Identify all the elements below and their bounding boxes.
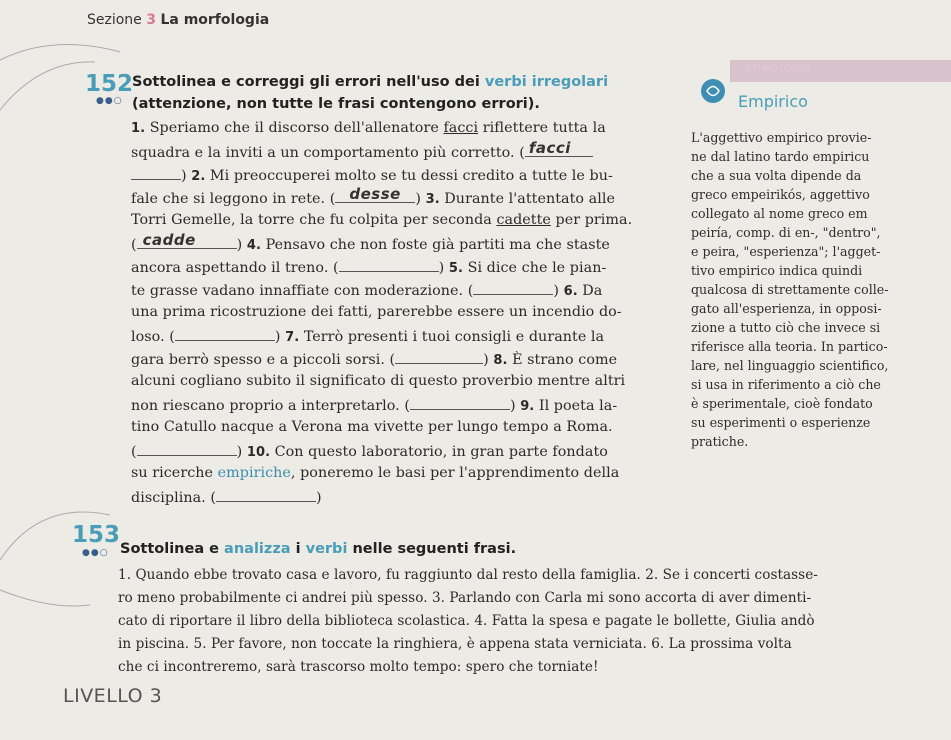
section-title: La morfologia: [160, 12, 270, 28]
section-number: 3: [146, 12, 156, 28]
text: Torri Gemelle, la torre che fu colpita per seconda: [131, 212, 497, 228]
answer-blank-5[interactable]: [473, 281, 553, 295]
ex152-line-16: [131, 465, 619, 481]
etymology-line-3: che a sua volta dipende da: [691, 168, 862, 183]
text: Si dice che le pian-: [463, 260, 607, 276]
etymology-icon: [700, 78, 726, 104]
etymology-line-2: ne dal latino tardo empiricu: [691, 149, 870, 164]
exercise-153-title: [120, 541, 516, 557]
text: ): [181, 168, 192, 184]
etymology-line-15: è sperimentale, cioè fondato: [691, 396, 873, 411]
text: ): [438, 260, 449, 276]
title-highlight: analizza: [224, 541, 291, 557]
item-number: 10.: [246, 445, 271, 460]
text: Mi preoccuperei molto se tu dessi credito a tutte le bu-: [205, 168, 613, 184]
etymology-line-1: L'aggettivo empirico provie-: [691, 130, 872, 145]
text: loso. (: [131, 329, 175, 345]
text: disciplina. (: [131, 490, 216, 506]
ex153-line-2: ro meno probabilmente ci andrei più spesso. 3. Parlando con Carla mi sono accorta di aver dimenti-: [118, 590, 812, 606]
answer-blank-3[interactable]: [137, 231, 237, 249]
etymology-line-13: lare, nel linguaggio scientifico,: [691, 358, 889, 373]
handwritten-answer: desse: [349, 185, 401, 203]
item-number: 4.: [246, 238, 261, 253]
title-highlight: verbi: [305, 541, 348, 557]
section-label: Sezione: [87, 12, 142, 28]
answer-blank-4[interactable]: [339, 258, 439, 272]
underlined-error: cadette: [496, 212, 551, 228]
exercise-153-number: 153: [72, 522, 121, 548]
etymology-line-11: zione a tutto ciò che invece si: [691, 320, 881, 335]
exercise-152-title-line1: [132, 74, 608, 90]
ex152-line-8: [131, 281, 602, 299]
text: ): [236, 237, 247, 253]
text: ): [483, 352, 494, 368]
text: ): [236, 444, 247, 460]
ex152-line-12: alcuni cogliano subito il significato di questo proverbio mentre altri: [131, 373, 626, 389]
exercise-152-number: 152: [85, 71, 134, 97]
title-highlight: verbi irregolari: [484, 74, 609, 90]
text: Da: [577, 283, 603, 299]
etymology-label: ETIMOLOGIA: [745, 64, 812, 74]
item-number: 2.: [191, 169, 206, 184]
exercise-152-title-line2: (attenzione, non tutte le frasi contengono errori).: [132, 96, 540, 112]
etymology-line-16: su esperimenti o esperienze: [691, 415, 871, 430]
text: ): [553, 283, 564, 299]
ex152-line-13: [131, 396, 617, 414]
etymology-line-7: e peira, "esperienza"; l'agget-: [691, 244, 881, 259]
text: ): [509, 398, 521, 414]
handwritten-answer: facci: [528, 139, 571, 157]
text: , poneremo le basi per l'apprendimento della: [290, 465, 620, 481]
text: su ricerche: [131, 465, 218, 481]
text: Il poeta la-: [534, 398, 618, 414]
text: Pensavo che non foste già partiti ma che staste: [260, 237, 610, 253]
text: squadra e la inviti a un comportamento più corretto. (: [131, 145, 525, 161]
ex152-line-2: [131, 139, 593, 161]
text: riflettere tutta la: [478, 120, 606, 136]
etymology-line-5: collegato al nome greco em: [691, 206, 868, 221]
text: ): [415, 191, 426, 207]
underlined-error: facci: [443, 120, 479, 136]
etymology-line-12: riferisce alla teoria. In partico-: [691, 339, 888, 354]
etymology-title: Empirico: [738, 92, 808, 111]
answer-blank-7[interactable]: [395, 350, 483, 364]
etymology-line-10: gato all'esperienza, in opposi-: [691, 301, 882, 316]
ex153-line-4: in piscina. 5. Per favore, non toccate la ringhiera, è appena stata verniciata. 6. La prossima volta: [118, 636, 792, 652]
ex152-line-11: [131, 350, 617, 368]
ex153-line-3: cato di riportare il libro della biblioteca scolastica. 4. Fatta la spesa e pagate le bollette, Giulia andò: [118, 613, 815, 629]
ex153-line-5: che ci incontreremo, sarà trascorso molto tempo: spero che torniate!: [118, 659, 599, 675]
answer-blank-8[interactable]: [410, 396, 510, 410]
etymology-line-17: pratiche.: [691, 434, 749, 449]
item-number: 5.: [448, 261, 463, 276]
text: Terrò presenti i tuoi consigli e durante la: [299, 329, 605, 345]
difficulty-dots: ●●○: [96, 96, 123, 106]
item-number: 3.: [425, 192, 440, 207]
ex153-line-1: 1. Quando ebbe trovato casa e lavoro, fu raggiunto dal resto della famiglia. 2. Se i concerti costasse-: [118, 567, 818, 583]
answer-blank-1[interactable]: [525, 139, 593, 157]
title-text: i: [290, 541, 306, 557]
item-number: 1.: [131, 121, 146, 136]
text: Speriamo che il discorso dell'allenatore: [145, 120, 444, 136]
text: te grasse vadano innaffiate con moderazione. (: [131, 283, 474, 299]
text: (: [131, 237, 137, 253]
etymology-line-8: tivo empirico indica quindi: [691, 263, 863, 278]
answer-blank-1-end[interactable]: [131, 166, 181, 180]
level-heading: LIVELLO 3: [63, 685, 163, 707]
answer-blank-9[interactable]: [137, 442, 237, 456]
text: È strano come: [507, 352, 618, 368]
ex152-line-1: [131, 120, 606, 136]
answer-blank-6[interactable]: [175, 327, 275, 341]
text: Con questo laboratorio, in gran parte fondato: [270, 444, 608, 460]
ex152-line-7: [131, 258, 606, 276]
etymology-line-6: peiría, comp. di en-, "dentro",: [691, 225, 881, 240]
text: per prima.: [550, 212, 633, 228]
text: ): [274, 329, 286, 345]
text: ancora aspettando il treno. (: [131, 260, 339, 276]
item-number: 6.: [563, 284, 578, 299]
handwritten-answer: cadde: [142, 231, 196, 249]
item-number: 8.: [493, 353, 508, 368]
item-number: 7.: [285, 330, 300, 345]
title-text: Sottolinea e: [120, 541, 225, 557]
ex152-line-10: [131, 327, 604, 345]
title-text: nelle seguenti frasi.: [347, 541, 517, 557]
ex152-line-5: [131, 212, 632, 228]
answer-blank-2[interactable]: [335, 185, 415, 203]
etymology-line-14: si usa in riferimento a ciò che: [691, 377, 881, 392]
ex152-line-3: [131, 166, 613, 184]
answer-blank-10[interactable]: [216, 488, 316, 502]
etymology-line-4: greco empeirikós, aggettivo: [691, 187, 870, 202]
difficulty-dots: ●●○: [82, 548, 109, 558]
ex152-line-14: tino Catullo nacque a Verona ma vivette per lungo tempo a Roma.: [131, 419, 613, 435]
page-header: [87, 12, 269, 28]
title-text: Sottolinea e correggi gli errori nell'uso dei: [132, 74, 485, 90]
text: ): [316, 490, 322, 506]
margin-decoration: [0, 0, 120, 740]
ex152-line-15: [131, 442, 608, 460]
text: gara berrò spesso e a piccoli sorsi. (: [131, 352, 396, 368]
text: (: [131, 444, 137, 460]
ex152-line-9: una prima ricostruzione dei fatti, parerebbe essere un incendio do-: [131, 304, 622, 320]
text: Durante l'attentato alle: [439, 191, 615, 207]
highlighted-word: empiriche: [217, 465, 291, 481]
ex152-line-4: [131, 185, 615, 207]
ex152-line-17: [131, 488, 322, 506]
ex152-line-6: [131, 231, 610, 253]
etymology-line-9: qualcosa di strettamente colle-: [691, 282, 889, 297]
item-number: 9.: [520, 399, 535, 414]
text: fale che si leggono in rete. (: [131, 191, 336, 207]
text: non riescano proprio a interpretarlo. (: [131, 398, 410, 414]
